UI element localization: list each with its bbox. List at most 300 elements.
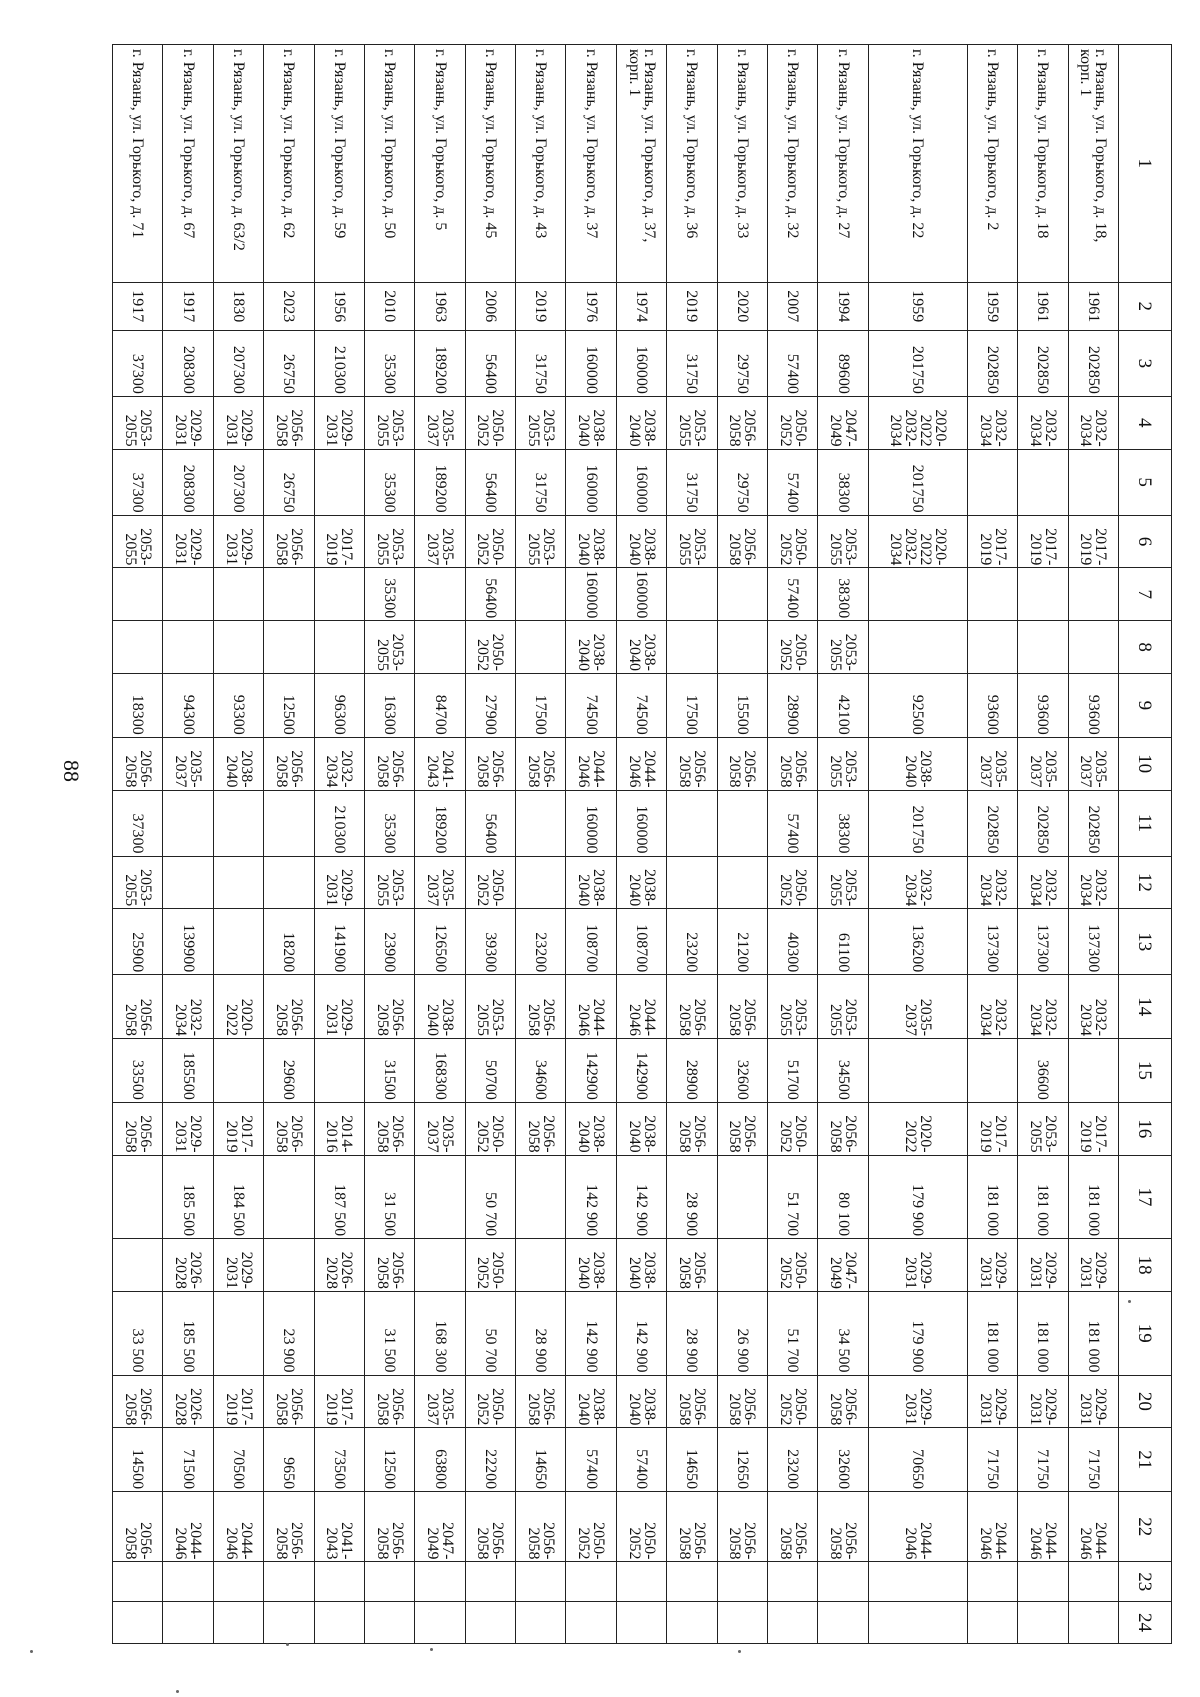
- table-cell-col-2: 1956: [314, 282, 364, 330]
- table-cell-col-15: [868, 1039, 967, 1103]
- table-cell-col-11: 160000: [616, 790, 666, 856]
- column-header-19: 19: [1119, 1291, 1172, 1375]
- table-row: [868, 45, 967, 1644]
- table-cell-col-8: 2038-2040: [616, 621, 666, 674]
- table-cell-col-12: 2053-2055: [365, 856, 415, 909]
- table-cell-col-13: 40300: [768, 909, 818, 975]
- table-cell-col-3: 210300: [314, 330, 364, 396]
- table-cell-col-17: 181 000: [967, 1155, 1017, 1239]
- table-cell-col-3: 29750: [717, 330, 767, 396]
- table-cell-col-5: [1018, 449, 1068, 515]
- table-cell-col-15: 142900: [616, 1039, 666, 1103]
- table-cell-col-2: 1959: [868, 282, 967, 330]
- table-cell-col-9: 17500: [516, 673, 566, 737]
- address-cell: г. Рязань, ул. Горького, д. 71: [113, 45, 164, 283]
- table-cell-col-17: [415, 1155, 465, 1239]
- table-row: [1068, 45, 1118, 1644]
- table-cell-col-17: 181 000: [1068, 1155, 1118, 1239]
- table-cell-col-9: 12500: [264, 673, 314, 737]
- table-cell-col-5: 160000: [566, 449, 616, 515]
- table-cell-col-9: 94300: [163, 673, 213, 737]
- table-cell-col-12: [516, 856, 566, 909]
- table-cell-col-20: 2056-2058: [264, 1375, 314, 1428]
- address-cell: г. Рязань, ул. Горького, д. 33: [717, 45, 767, 283]
- table-cell-col-21: 12650: [717, 1428, 767, 1492]
- address-cell: г. Рязань, ул. Горького, д. 36: [667, 45, 717, 283]
- table-cell-col-17: [264, 1155, 314, 1239]
- table-cell-col-11: 56400: [465, 790, 515, 856]
- table-cell-col-17: 179 900: [868, 1155, 967, 1239]
- table-cell-col-21: 71750: [1018, 1428, 1068, 1492]
- table-cell-col-6: 2017-2019: [967, 515, 1017, 568]
- table-cell-col-6: 2029-2031: [213, 515, 263, 568]
- table-cell-col-7: 56400: [465, 568, 515, 621]
- table-cell-col-9: 93600: [1018, 673, 1068, 737]
- table-cell-col-14: 2053-2055: [465, 975, 515, 1039]
- table-cell-col-14: 2032-2034: [1018, 975, 1068, 1039]
- table-cell-col-17: 142 900: [566, 1155, 616, 1239]
- table-cell-col-24: [967, 1602, 1017, 1644]
- table-cell-col-2: 2010: [365, 282, 415, 330]
- table-cell-col-5: 160000: [616, 449, 666, 515]
- table-cell-col-16: 2053-2055: [1018, 1102, 1068, 1155]
- column-header-15: 15: [1119, 1039, 1172, 1103]
- table-cell-col-19: 28 900: [516, 1291, 566, 1375]
- table-cell-col-23: [667, 1562, 717, 1602]
- table-cell-col-2: 1830: [213, 282, 263, 330]
- table-cell-col-5: 38300: [818, 449, 868, 515]
- table-cell-col-10: 2053-2055: [818, 737, 868, 790]
- table-cell-col-5: 201750: [868, 449, 967, 515]
- table-cell-col-11: 210300: [314, 790, 364, 856]
- table-cell-col-15: 33500: [113, 1039, 164, 1103]
- table-cell-col-22: 2056-2058: [717, 1492, 767, 1562]
- table-cell-col-22: 2056-2058: [667, 1492, 717, 1562]
- table-cell-col-5: 31750: [516, 449, 566, 515]
- table-cell-col-24: [566, 1602, 616, 1644]
- table-cell-col-19: 26 900: [717, 1291, 767, 1375]
- table-cell-col-18: 2038-2040: [616, 1239, 666, 1292]
- table-cell-col-15: 142900: [566, 1039, 616, 1103]
- table-cell-col-21: 32600: [818, 1428, 868, 1492]
- table-cell-col-8: [113, 621, 164, 674]
- table-cell-col-17: [717, 1155, 767, 1239]
- table-cell-col-12: 2038-2040: [566, 856, 616, 909]
- table-cell-col-24: [616, 1602, 666, 1644]
- table-cell-col-5: 208300: [163, 449, 213, 515]
- address-cell: г. Рязань, ул. Горького, д. 43: [516, 45, 566, 283]
- table-cell-col-2: 1961: [1068, 282, 1118, 330]
- table-cell-col-7: [667, 568, 717, 621]
- table-cell-col-8: 2050-2052: [768, 621, 818, 674]
- table-cell-col-10: 2035-2037: [967, 737, 1017, 790]
- address-cell: г. Рязань, ул. Горького, д. 67: [163, 45, 213, 283]
- table-cell-col-22: 2047-2049: [415, 1492, 465, 1562]
- table-cell-col-16: 2029-2031: [163, 1102, 213, 1155]
- table-cell-col-11: 38300: [818, 790, 868, 856]
- column-header-8: 8: [1119, 621, 1172, 674]
- table-cell-col-22: 2044-2046: [163, 1492, 213, 1562]
- table-cell-col-10: 2056-2058: [264, 737, 314, 790]
- table-cell-col-3: 202850: [967, 330, 1017, 396]
- table-row: [415, 45, 465, 1644]
- table-cell-col-7: [967, 568, 1017, 621]
- column-header-16: 16: [1119, 1102, 1172, 1155]
- table-cell-col-20: 2056-2058: [516, 1375, 566, 1428]
- table-cell-col-23: [868, 1562, 967, 1602]
- table-cell-col-14: 2032-2034: [163, 975, 213, 1039]
- table-cell-col-20: 2017-2019: [213, 1375, 263, 1428]
- table-cell-col-11: [264, 790, 314, 856]
- table-cell-col-10: 2056-2058: [465, 737, 515, 790]
- table-cell-col-16: 2017-2019: [967, 1102, 1017, 1155]
- table-cell-col-21: 22200: [465, 1428, 515, 1492]
- table-cell-col-2: 1976: [566, 282, 616, 330]
- table-cell-col-8: [264, 621, 314, 674]
- table-cell-col-6: 2053-2055: [113, 515, 164, 568]
- table-cell-col-3: 89600: [818, 330, 868, 396]
- table-cell-col-12: 2050-2052: [465, 856, 515, 909]
- table-cell-col-18: [415, 1239, 465, 1292]
- table-cell-col-18: 2056-2058: [365, 1239, 415, 1292]
- table-cell-col-18: 2056-2058: [667, 1239, 717, 1292]
- table-cell-col-9: 28900: [768, 673, 818, 737]
- data-table: [112, 44, 1172, 1644]
- table-cell-col-13: 18200: [264, 909, 314, 975]
- table-cell-col-17: 185 500: [163, 1155, 213, 1239]
- table-cell-col-24: [264, 1602, 314, 1644]
- table-cell-col-15: [314, 1039, 364, 1103]
- table-cell-col-17: 28 900: [667, 1155, 717, 1239]
- column-header-14: 14: [1119, 975, 1172, 1039]
- table-cell-col-17: 187 500: [314, 1155, 364, 1239]
- table-cell-col-21: 63800: [415, 1428, 465, 1492]
- table-cell-col-13: 23900: [365, 909, 415, 975]
- table-cell-col-4: 2032-2034: [1068, 396, 1118, 449]
- table-cell-col-15: 29600: [264, 1039, 314, 1103]
- table-cell-col-8: [213, 621, 263, 674]
- table-cell-col-2: 2007: [768, 282, 818, 330]
- table-cell-col-23: [967, 1562, 1017, 1602]
- scan-speck: [176, 1690, 179, 1693]
- column-header-18: 18: [1119, 1239, 1172, 1292]
- table-cell-col-7: [314, 568, 364, 621]
- table-cell-col-14: 2020-2022: [213, 975, 263, 1039]
- address-cell: г. Рязань, ул. Горького, д. 62: [264, 45, 314, 283]
- table-cell-col-15: 50700: [465, 1039, 515, 1103]
- address-cell: г. Рязань, ул. Горького, д. 45: [465, 45, 515, 283]
- table-cell-col-12: 2032-2034: [1068, 856, 1118, 909]
- table-cell-col-15: [213, 1039, 263, 1103]
- table-cell-col-18: 2050-2052: [768, 1239, 818, 1292]
- address-cell: г. Рязань, ул. Горького, д. 5: [415, 45, 465, 283]
- table-cell-col-19: 23 900: [264, 1291, 314, 1375]
- table-cell-col-10: 2056-2058: [667, 737, 717, 790]
- table-cell-col-3: 189200: [415, 330, 465, 396]
- column-header-3: 3: [1119, 330, 1172, 396]
- table-cell-col-20: 2056-2058: [818, 1375, 868, 1428]
- table-cell-col-21: 71500: [163, 1428, 213, 1492]
- table-cell-col-24: [818, 1602, 868, 1644]
- table-cell-col-14: 2056-2058: [365, 975, 415, 1039]
- table-cell-col-8: [667, 621, 717, 674]
- table-cell-col-3: 202850: [1068, 330, 1118, 396]
- table-cell-col-9: 15500: [717, 673, 767, 737]
- table-cell-col-21: 73500: [314, 1428, 364, 1492]
- table-cell-col-11: 160000: [566, 790, 616, 856]
- table-cell-col-4: 2053-2055: [113, 396, 164, 449]
- column-header-1: 1: [1119, 45, 1172, 283]
- table-cell-col-14: 2056-2058: [667, 975, 717, 1039]
- column-header-22: 22: [1119, 1492, 1172, 1562]
- table-cell-col-6: 2029-2031: [163, 515, 213, 568]
- table-cell-col-16: 2056-2058: [113, 1102, 164, 1155]
- column-header-5: 5: [1119, 449, 1172, 515]
- table-cell-col-19: [314, 1291, 364, 1375]
- table-cell-col-9: 92500: [868, 673, 967, 737]
- table-cell-col-24: [1018, 1602, 1068, 1644]
- table-cell-col-13: 141900: [314, 909, 364, 975]
- table-cell-col-15: 32600: [717, 1039, 767, 1103]
- table-cell-col-3: 160000: [616, 330, 666, 396]
- table-cell-col-12: 2029-2031: [314, 856, 364, 909]
- address-cell: г. Рязань, ул. Горького, д. 18: [1018, 45, 1068, 283]
- table-cell-col-2: 1959: [967, 282, 1017, 330]
- table-cell-col-10: 2038-2040: [213, 737, 263, 790]
- table-cell-col-6: 2056-2058: [264, 515, 314, 568]
- table-cell-col-2: 2006: [465, 282, 515, 330]
- table-cell-col-16: 2038-2040: [616, 1102, 666, 1155]
- table-cell-col-4: 2053-2055: [365, 396, 415, 449]
- table-cell-col-6: 2038-2040: [566, 515, 616, 568]
- page-number: 88: [59, 760, 84, 782]
- table-cell-col-24: [465, 1602, 515, 1644]
- table-cell-col-12: 2050-2052: [768, 856, 818, 909]
- address-cell: г. Рязань, ул. Горького, д. 27: [818, 45, 868, 283]
- table-cell-col-4: 2056-2058: [264, 396, 314, 449]
- table-cell-col-2: 1917: [163, 282, 213, 330]
- address-cell: г. Рязань, ул. Горького, д. 63/2: [213, 45, 263, 283]
- table-cell-col-19: 51 700: [768, 1291, 818, 1375]
- table-cell-col-4: 2050-2052: [768, 396, 818, 449]
- table-cell-col-2: 1961: [1018, 282, 1068, 330]
- table-cell-col-10: 2035-2037: [163, 737, 213, 790]
- table-cell-col-11: 37300: [113, 790, 164, 856]
- table-cell-col-20: 2050-2052: [465, 1375, 515, 1428]
- column-header-17: 17: [1119, 1155, 1172, 1239]
- table-cell-col-21: 14650: [667, 1428, 717, 1492]
- table-cell-col-23: [113, 1562, 164, 1602]
- table-cell-col-17: 31 500: [365, 1155, 415, 1239]
- table-cell-col-8: [868, 621, 967, 674]
- table-cell-col-15: 34500: [818, 1039, 868, 1103]
- table-cell-col-10: 2041-2043: [415, 737, 465, 790]
- table-cell-col-7: [264, 568, 314, 621]
- table-row: [163, 45, 213, 1644]
- table-cell-col-22: 2050-2052: [566, 1492, 616, 1562]
- table-cell-col-7: [717, 568, 767, 621]
- table-row: [213, 45, 263, 1644]
- table-cell-col-23: [415, 1562, 465, 1602]
- table-cell-col-8: 2053-2055: [818, 621, 868, 674]
- table-cell-col-23: [314, 1562, 364, 1602]
- address-cell: г. Рязань, ул. Горького, д. 22: [868, 45, 967, 283]
- table-cell-col-19: [213, 1291, 263, 1375]
- table-cell-col-13: 25900: [113, 909, 164, 975]
- table-cell-col-11: [667, 790, 717, 856]
- table-cell-col-22: 2056-2058: [818, 1492, 868, 1562]
- table-cell-col-10: 2056-2058: [365, 737, 415, 790]
- table-cell-col-7: [213, 568, 263, 621]
- table-cell-col-2: 2019: [516, 282, 566, 330]
- table-cell-col-21: 57400: [566, 1428, 616, 1492]
- table-cell-col-17: 80 100: [818, 1155, 868, 1239]
- table-cell-col-12: 2038-2040: [616, 856, 666, 909]
- table-cell-col-19: 181 000: [1068, 1291, 1118, 1375]
- table-row: [717, 45, 767, 1644]
- table-cell-col-23: [365, 1562, 415, 1602]
- table-cell-col-20: 2056-2058: [365, 1375, 415, 1428]
- table-cell-col-13: 23200: [516, 909, 566, 975]
- table-cell-col-23: [1068, 1562, 1118, 1602]
- table-cell-col-2: 2023: [264, 282, 314, 330]
- table-cell-col-18: 2029-2031: [967, 1239, 1017, 1292]
- table-cell-col-20: 2056-2058: [717, 1375, 767, 1428]
- table-cell-col-16: 2038-2040: [566, 1102, 616, 1155]
- table-cell-col-20: 2050-2052: [768, 1375, 818, 1428]
- table-cell-col-22: 2056-2058: [768, 1492, 818, 1562]
- table-cell-col-23: [616, 1562, 666, 1602]
- table-cell-col-6: 2056-2058: [717, 515, 767, 568]
- table-cell-col-18: 2038-2040: [566, 1239, 616, 1292]
- table-row: [1018, 45, 1068, 1644]
- table-cell-col-16: 2056-2058: [818, 1102, 868, 1155]
- table-cell-col-10: 2056-2058: [717, 737, 767, 790]
- table-cell-col-4: 2029-2031: [163, 396, 213, 449]
- table-cell-col-24: [365, 1602, 415, 1644]
- table-cell-col-22: 2044-2046: [868, 1492, 967, 1562]
- table-cell-col-23: [818, 1562, 868, 1602]
- table-cell-col-17: [113, 1155, 164, 1239]
- table-cell-col-22: 2041-2043: [314, 1492, 364, 1562]
- table-cell-col-11: 202850: [1018, 790, 1068, 856]
- table-cell-col-23: [768, 1562, 818, 1602]
- table-cell-col-12: 2035-2037: [415, 856, 465, 909]
- table-cell-col-10: 2044-2046: [566, 737, 616, 790]
- table-cell-col-14: 2029-2031: [314, 975, 364, 1039]
- table-cell-col-18: 2029-2031: [1068, 1239, 1118, 1292]
- table-cell-col-11: 35300: [365, 790, 415, 856]
- table-cell-col-4: 2050-2052: [465, 396, 515, 449]
- table-cell-col-14: 2056-2058: [717, 975, 767, 1039]
- table-cell-col-21: 23200: [768, 1428, 818, 1492]
- table-cell-col-21: 70500: [213, 1428, 263, 1492]
- table-cell-col-3: 201750: [868, 330, 967, 396]
- table-cell-col-21: 14500: [113, 1428, 164, 1492]
- table-cell-col-24: [516, 1602, 566, 1644]
- table-cell-col-13: 108700: [566, 909, 616, 975]
- table-cell-col-2: 1994: [818, 282, 868, 330]
- header-row: [1119, 45, 1172, 1644]
- scan-speck: [1128, 1300, 1131, 1303]
- table-cell-col-12: [163, 856, 213, 909]
- address-cell: г. Рязань, ул. Горького, д. 37, корп. 1: [616, 45, 666, 283]
- column-header-9: 9: [1119, 673, 1172, 737]
- table-cell-col-5: 189200: [415, 449, 465, 515]
- table-cell-col-22: 2050-2052: [616, 1492, 666, 1562]
- table-cell-col-19: 28 900: [667, 1291, 717, 1375]
- table-cell-col-8: [163, 621, 213, 674]
- table-cell-col-15: 36600: [1018, 1039, 1068, 1103]
- table-cell-col-9: 27900: [465, 673, 515, 737]
- table-cell-col-2: 1974: [616, 282, 666, 330]
- table-cell-col-15: 168300: [415, 1039, 465, 1103]
- table-cell-col-23: [163, 1562, 213, 1602]
- address-cell: г. Рязань, ул. Горького, д. 50: [365, 45, 415, 283]
- column-header-12: 12: [1119, 856, 1172, 909]
- table-cell-col-4: 2029-2031: [314, 396, 364, 449]
- table-cell-col-20: 2056-2058: [667, 1375, 717, 1428]
- table-cell-col-16: 2056-2058: [264, 1102, 314, 1155]
- table-cell-col-13: 137300: [1068, 909, 1118, 975]
- table-cell-col-10: 2035-2037: [1018, 737, 1068, 790]
- table-row: [616, 45, 666, 1644]
- table-cell-col-22: 2044-2046: [967, 1492, 1017, 1562]
- table-cell-col-24: [113, 1602, 164, 1644]
- table-cell-col-10: 2044-2046: [616, 737, 666, 790]
- address-cell: г. Рязань, ул. Горького, д. 18, корп. 1: [1068, 45, 1118, 283]
- table-cell-col-3: 35300: [365, 330, 415, 396]
- table-cell-col-23: [264, 1562, 314, 1602]
- table-cell-col-24: [314, 1602, 364, 1644]
- table-cell-col-3: 31750: [667, 330, 717, 396]
- table-cell-col-16: 2014-2016: [314, 1102, 364, 1155]
- table-cell-col-13: 126500: [415, 909, 465, 975]
- column-header-11: 11: [1119, 790, 1172, 856]
- table-cell-col-15: 31500: [365, 1039, 415, 1103]
- table-cell-col-3: 37300: [113, 330, 164, 396]
- column-header-7: 7: [1119, 568, 1172, 621]
- table-row: [365, 45, 415, 1644]
- table-cell-col-2: 1963: [415, 282, 465, 330]
- table-cell-col-6: 2050-2052: [768, 515, 818, 568]
- table-cell-col-19: 50 700: [465, 1291, 515, 1375]
- table-cell-col-3: 160000: [566, 330, 616, 396]
- table-row: [667, 45, 717, 1644]
- table-cell-col-23: [717, 1562, 767, 1602]
- table-cell-col-3: 208300: [163, 330, 213, 396]
- table-cell-col-15: 28900: [667, 1039, 717, 1103]
- table-cell-col-20: 2035-2037: [415, 1375, 465, 1428]
- table-cell-col-16: 2056-2058: [717, 1102, 767, 1155]
- table-cell-col-18: 2026-2028: [314, 1239, 364, 1292]
- table-cell-col-12: [213, 856, 263, 909]
- column-header-24: 24: [1119, 1602, 1172, 1644]
- table-cell-col-21: 57400: [616, 1428, 666, 1492]
- table-cell-col-22: 2044-2046: [1068, 1492, 1118, 1562]
- table-cell-col-21: 9650: [264, 1428, 314, 1492]
- table-cell-col-8: 2050-2052: [465, 621, 515, 674]
- table-cell-col-13: 137300: [967, 909, 1017, 975]
- column-header-6: 6: [1119, 515, 1172, 568]
- column-header-13: 13: [1119, 909, 1172, 975]
- table-cell-col-10: 2035-2037: [1068, 737, 1118, 790]
- column-header-10: 10: [1119, 737, 1172, 790]
- table-cell-col-24: [213, 1602, 263, 1644]
- table-cell-col-8: 2053-2055: [365, 621, 415, 674]
- table-body: [113, 45, 1119, 1644]
- table-cell-col-12: [717, 856, 767, 909]
